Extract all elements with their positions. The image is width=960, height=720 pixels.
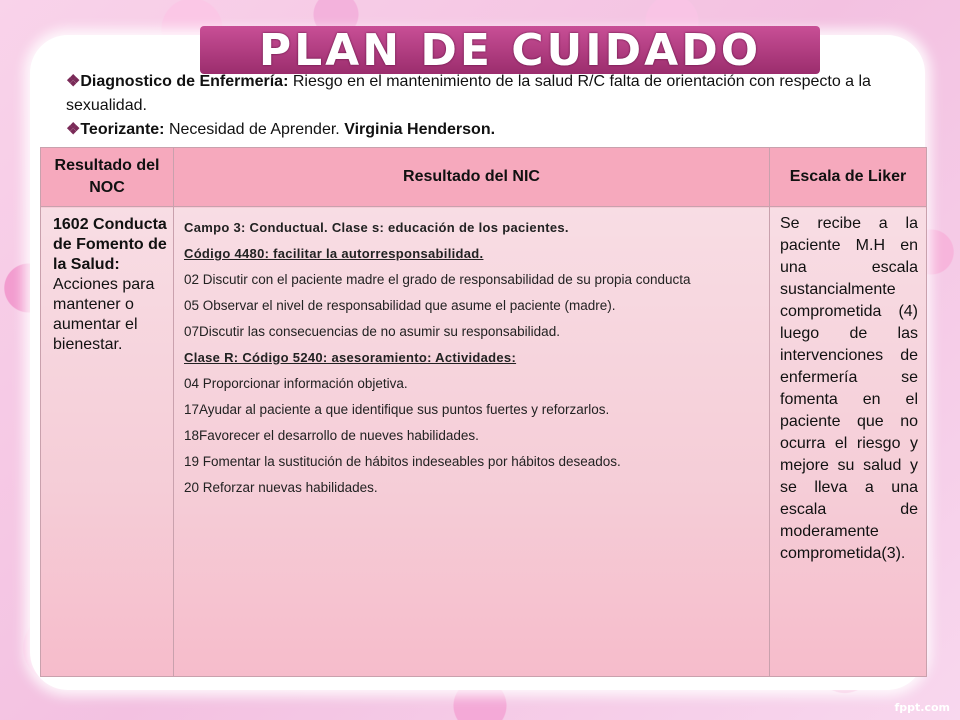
- diamond-bullet-icon: ❖: [66, 121, 81, 138]
- header-liker: Escala de Liker: [770, 148, 927, 207]
- header-nic: Resultado del NIC: [174, 148, 770, 207]
- nic-codigo-4480: Código 4480: facilitar la autorresponsabilidad.: [184, 246, 484, 261]
- diagnostico-line: [66, 70, 906, 118]
- diamond-bullet-icon: ❖: [66, 73, 81, 90]
- nic-activity: 19 Fomentar la sustitución de hábitos indeseables por hábitos deseados.: [184, 454, 621, 469]
- nic-activity: 04 Proporcionar información objetiva.: [184, 376, 408, 391]
- nic-activity: 17Ayudar al paciente a que identifique sus puntos fuertes y reforzarlos.: [184, 402, 610, 417]
- fppt-logo: fppt.com: [894, 701, 950, 714]
- page-title: [200, 26, 820, 74]
- nic-activity: 05 Observar el nivel de responsabilidad que asume el paciente (madre).: [184, 298, 616, 313]
- teorizante-text: Necesidad de Aprender.: [164, 121, 345, 138]
- noc-cell: [41, 207, 174, 677]
- teorizante-label: Teorizante:: [80, 121, 165, 138]
- teorizante-author: Virginia Henderson.: [344, 121, 496, 138]
- nic-campo: Campo 3: Conductual. Clase s: educación de los pacientes.: [184, 220, 569, 235]
- page-title-text: PLAN DE CUIDADO: [258, 24, 762, 76]
- nic-activity: 07Discutir las consecuencias de no asumir su responsabilidad.: [184, 324, 560, 339]
- nic-cell: [174, 207, 770, 677]
- noc-title: 1602 Conducta de Fomento de la Salud:: [53, 216, 167, 273]
- noc-text: Acciones para mantener o aumentar el bienestar.: [53, 276, 155, 353]
- nic-activity: 20 Reforzar nuevas habilidades.: [184, 480, 378, 495]
- nic-activity: 02 Discutir con el paciente madre el grado de responsabilidad de su propia conducta: [184, 272, 691, 287]
- care-plan-table: [40, 147, 927, 677]
- liker-cell: Se recibe a la paciente M.H en una escala sustancialmente comprometida (4) luego de las intervenciones de enfermería se fomenta en el paciente que no ocurra el riesgo y mejore su salud y se lleva a una escala de moderamente comprometida(3).: [770, 207, 927, 677]
- teorizante-line: [66, 118, 906, 142]
- nic-codigo-5240: Clase R: Código 5240: asesoramiento: Actividades:: [184, 350, 517, 365]
- diagnostico-text: Riesgo en el mantenimiento de la salud R/C falta de orientación con respecto a la sexualidad.: [66, 73, 871, 114]
- nic-activity: 18Favorecer el desarrollo de nueves habilidades.: [184, 428, 479, 443]
- header-noc: Resultado del NOC: [41, 148, 174, 207]
- diagnosis-block: [66, 70, 906, 142]
- diagnostico-label: Diagnostico de Enfermería:: [80, 73, 289, 90]
